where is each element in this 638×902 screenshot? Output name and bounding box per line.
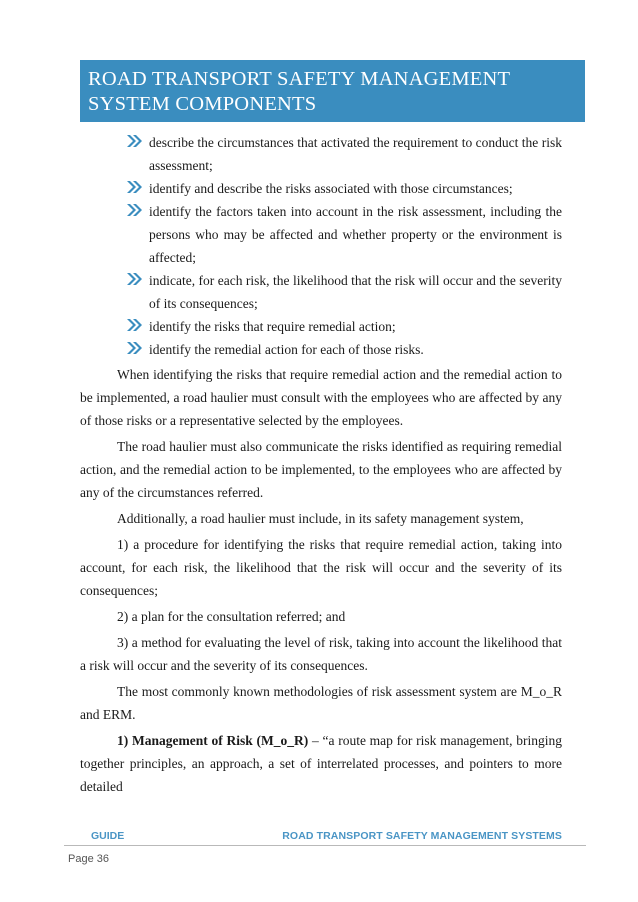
paragraph: When identifying the risks that require remedial action and the remedial action to be implemented, a road haulier must consult with the employees who are affected by any of those risks or a representative selected by the employees. [80,367,562,428]
footer-divider [64,845,586,846]
bullet-item [80,269,562,315]
page-title-line-2: SYSTEM COMPONENTS [88,93,317,115]
bullet-text: indicate, for each risk, the likelihood that the risk will occur and the severity of its consequences; [149,273,562,311]
paragraph: The most commonly known methodologies of risk assessment system are M_o_R and ERM. [80,684,562,722]
bullet-text: identify the remedial action for each of those risks. [149,342,424,357]
mor-text: – “a route map for risk management, bringing together principles, an approach, a set of interrelated processes, and pointers to more detailed [80,733,562,794]
paragraph: The road haulier must also communicate the risks identified as requiring remedial action, and the remedial action to be implemented, to the employees who are affected by any of the circumstances referred. [80,439,562,500]
bullet-item [80,315,562,338]
paragraph: 3) a method for evaluating the level of risk, taking into account the likelihood that a risk will occur and the severity of its consequences. [80,635,562,673]
bullet-item [80,338,562,361]
bullet-text: describe the circumstances that activated the requirement to conduct the risk assessment; [149,135,562,173]
bullet-list [80,131,562,361]
body-content [80,131,562,801]
bullet-text: identify and describe the risks associated with those circumstances; [149,181,513,196]
paragraph: Additionally, a road haulier must include, in its safety management system, [117,511,524,526]
bullet-item [80,177,562,200]
double-chevron-right-icon [126,204,142,216]
header-banner [80,60,585,122]
paragraph: 2) a plan for the consultation referred; and [117,609,346,624]
double-chevron-right-icon [126,319,142,331]
paragraph: 1) a procedure for identifying the risks that require remedial action, taking into account, for each risk, the likelihood that the risk will occur and the severity of its consequences; [80,537,562,598]
double-chevron-right-icon [126,181,142,193]
bullet-item [80,200,562,269]
footer-doc-title: ROAD TRANSPORT SAFETY MANAGEMENT SYSTEMS [282,830,562,842]
double-chevron-right-icon [126,273,142,285]
double-chevron-right-icon [126,135,142,147]
double-chevron-right-icon [126,342,142,354]
bullet-text: identify the risks that require remedial action; [149,319,396,334]
footer-guide-label: GUIDE [91,830,125,842]
page-title-line-1: ROAD TRANSPORT SAFETY MANAGEMENT [88,68,511,90]
paragraph-mor [80,729,562,798]
mor-heading: 1) Management of Risk (M_o_R) [117,733,309,748]
bullet-text: identify the factors taken into account in the risk assessment, including the persons who may be affected and whether property or the environment is affected; [149,204,562,265]
page-number: Page 36 [68,853,109,865]
bullet-item [80,131,562,177]
